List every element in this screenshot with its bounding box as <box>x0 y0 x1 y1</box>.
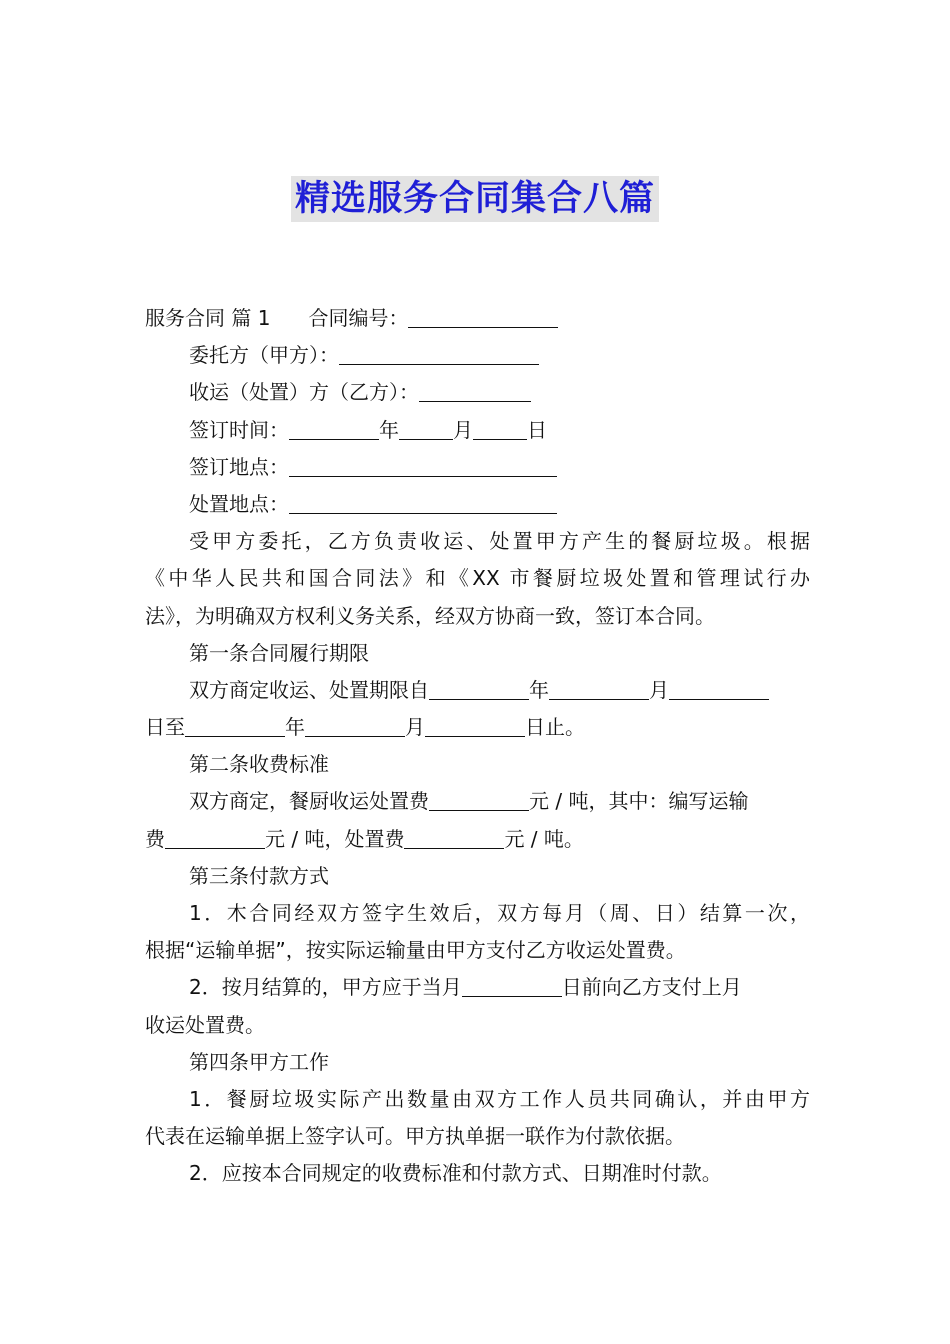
art1-year: 年 <box>529 677 549 702</box>
article-3-p1-line-1: 1．木合同经双方签字生效后，双方每月（周、日）结算一次， <box>189 901 810 925</box>
intro-line-3: 法》，为明确双方权利义务关系，经双方协商一致，签订本合同。 <box>145 603 715 628</box>
contract-header-line <box>145 300 810 337</box>
total-fee-blank[interactable] <box>429 786 529 811</box>
art3-p2-text-a: 2．按月结算的，甲方应于当月 <box>189 975 462 1000</box>
disposal-fee-blank[interactable] <box>404 824 504 849</box>
carrier-line <box>145 374 810 411</box>
title-area <box>0 176 950 222</box>
start-day-blank[interactable] <box>669 675 769 700</box>
start-month-blank[interactable] <box>549 675 649 700</box>
carrier-blank[interactable] <box>419 377 531 402</box>
article-3-heading: 第三条付款方式 <box>189 863 329 888</box>
art1-text-b: 日至 <box>145 715 185 740</box>
art1-month: 月 <box>649 677 669 702</box>
sign-year-blank[interactable] <box>289 415 379 440</box>
art2-text-c: 费 <box>145 826 165 851</box>
intro-line-1: 受甲方委托，乙方负责收运、处置甲方产生的餐厨垃圾。根据 <box>189 529 810 554</box>
sign-month-blank[interactable] <box>399 415 453 440</box>
start-year-blank[interactable] <box>429 675 529 700</box>
article-2-line-1 <box>145 783 810 820</box>
contract-body <box>145 300 810 1193</box>
client-line <box>145 337 810 374</box>
sign-place-label: 签订地点： <box>189 454 289 479</box>
document-title: 精选服务合同集合八篇 <box>291 176 659 222</box>
intro-line-2: 《中华人民共和国合同法》和《XX 市餐厨垃圾处置和管理试行办 <box>145 566 810 591</box>
art2-text-d: 元 / 吨，处置费 <box>265 826 405 851</box>
end-month-blank[interactable] <box>305 712 405 737</box>
contract-no-blank[interactable] <box>408 303 558 328</box>
art2-text-a: 双方商定，餐厨收运处置费 <box>189 789 429 814</box>
art3-p2-text-b: 日前向乙方支付上月 <box>561 975 742 1000</box>
sign-time-label: 签订时间： <box>189 417 289 442</box>
sign-place-blank[interactable] <box>289 452 557 477</box>
article-4-p1-line-2: 代表在运输单据上签字认可。甲方执单据一联作为付款依据。 <box>145 1124 685 1149</box>
article-1-heading: 第一条合同履行期限 <box>189 640 369 665</box>
sign-day-blank[interactable] <box>473 415 527 440</box>
disposal-place-line <box>145 486 810 523</box>
article-3-p1-line-2: 根据“运输单据”，按实际运输量由甲方支付乙方收运处置费。 <box>145 938 686 963</box>
article-4-p1-line-1: 1．餐厨垃圾实际产出数量由双方工作人员共同确认，并由甲方 <box>189 1086 810 1111</box>
disposal-place-label: 处置地点： <box>189 491 289 516</box>
month-label: 月 <box>453 417 473 442</box>
art1-text-a: 双方商定收运、处置期限自 <box>189 677 429 702</box>
sign-place-line <box>145 449 810 486</box>
disposal-place-blank[interactable] <box>289 489 557 514</box>
end-day-blank[interactable] <box>425 712 525 737</box>
article-3-p2-line-2: 收运处置费。 <box>145 1012 265 1037</box>
art1-month-2: 月 <box>405 715 425 740</box>
carrier-label: 收运（处置）方（乙方）： <box>189 380 419 405</box>
article-3-p2-line-1 <box>145 969 810 1006</box>
article-4-p2-line: 2．应按本合同规定的收费标准和付款方式、日期准时付款。 <box>189 1161 722 1186</box>
pay-day-blank[interactable] <box>462 972 562 997</box>
article-2-heading: 第二条收费标准 <box>189 752 329 777</box>
end-year-blank[interactable] <box>185 712 285 737</box>
sign-time-line <box>145 412 810 449</box>
client-blank[interactable] <box>339 340 539 365</box>
art2-text-b: 元 / 吨，其中：编写运输 <box>529 789 749 814</box>
year-label: 年 <box>379 417 399 442</box>
client-label: 委托方（甲方）： <box>189 343 339 368</box>
contract-no-label: 合同编号： <box>308 306 409 330</box>
art1-end: 日止。 <box>525 715 585 740</box>
article-4-heading: 第四条甲方工作 <box>189 1049 329 1074</box>
chapter-label: 服务合同 篇 1 <box>145 306 271 330</box>
day-label: 日 <box>527 417 547 442</box>
article-1-line-2 <box>145 709 810 746</box>
art2-text-e: 元 / 吨。 <box>504 826 584 851</box>
article-1-line-1 <box>145 672 810 709</box>
article-2-line-2 <box>145 821 810 858</box>
transport-fee-blank[interactable] <box>165 824 265 849</box>
art1-year-2: 年 <box>285 715 305 740</box>
